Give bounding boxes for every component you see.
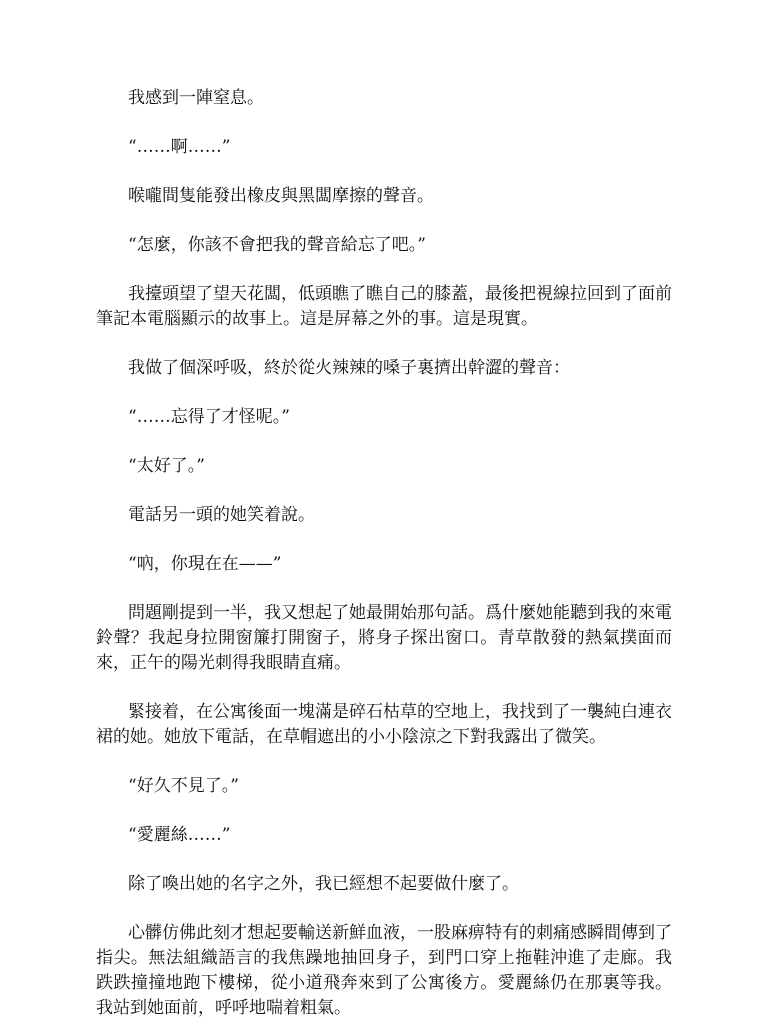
paragraph: 除了喚出她的名字之外，我已經想不起要做什麼了。 [128, 874, 519, 894]
paragraph: “太好了。” [128, 456, 205, 476]
paragraph: 問題剛提到一半，我又想起了她最開始那句話。爲什麼她能聽到我的來電鈴聲？我起身拉開窗簾打開窗子，將身子探出窗口。青草散發的熱氣撲面而來，正午的陽光刺得我眼睛直痛。 [96, 603, 672, 673]
paragraph: 緊接着，在公寓後面一塊滿是碎石枯草的空地上，我找到了一襲純白連衣裙的她。她放下電話，在草帽遮出的小小陰涼之下對我露出了微笑。 [96, 702, 672, 747]
paragraph: “……啊……” [128, 137, 231, 157]
paragraph: “愛麗絲……” [128, 825, 231, 845]
paragraph: 電話另一頭的她笑着說。 [128, 505, 315, 525]
document-page [96, 86, 672, 1021]
paragraph: 心髒仿佛此刻才想起要輸送新鮮血液，一股麻痹特有的刺痛感瞬間傳到了指尖。無法組織語言的我焦躁地抽回身子，到門口穿上拖鞋沖進了走廊。我跌跌撞撞地跑下樓梯，從小道飛奔來到了公寓後方。愛麗絲仍在那裏等我。我站到她面前，呼呼地喘着粗氣。 [96, 923, 672, 1018]
paragraph: 我擡頭望了望天花闆，低頭瞧了瞧自己的膝蓋，最後把視線拉回到了面前筆記本電腦顯示的故事上。這是屏幕之外的事。這是現實。 [96, 284, 672, 329]
paragraph: 我做了個深呼吸，終於從火辣辣的嗓子裏擠出幹澀的聲音： [128, 358, 570, 378]
paragraph: “……忘得了才怪呢。” [128, 407, 290, 427]
paragraph: “好久不見了。” [128, 776, 239, 796]
paragraph: “吶，你現在在——” [128, 554, 282, 574]
paragraph: 我感到一陣窒息。 [128, 88, 264, 108]
paragraph: 喉嚨間隻能發出橡皮與黑闆摩擦的聲音。 [128, 186, 434, 206]
paragraph: “怎麼，你該不會把我的聲音給忘了吧。” [128, 235, 426, 255]
